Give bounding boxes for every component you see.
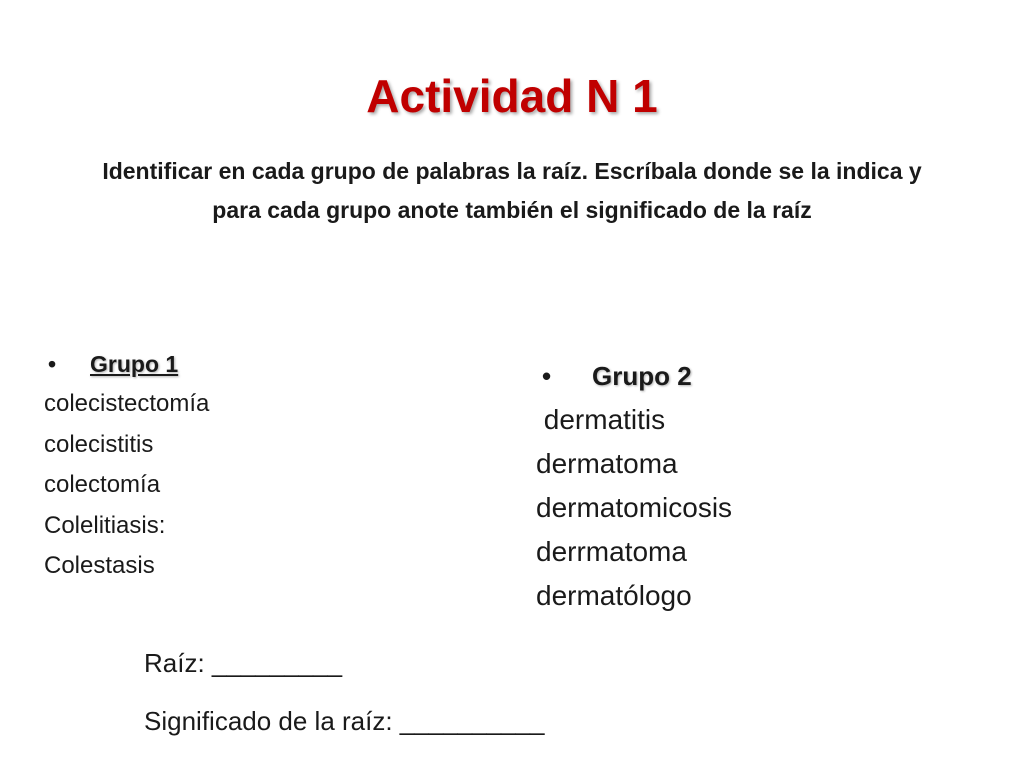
group-1-word: colecistectomía <box>44 390 210 417</box>
group-2 <box>536 354 732 618</box>
group-1-word: colecistitis <box>44 430 154 458</box>
group-2-word: derrmatoma <box>536 536 687 567</box>
group-1-word: colectomía <box>44 471 161 498</box>
group-2-word: dermatólogo <box>536 580 692 611</box>
group-1-word: Colelitiasis: <box>44 511 166 539</box>
instructions-text: Identificar en cada grupo de palabras la raíz. Escríbala donde se la indica y para cada grupo anote también el significado de la raíz <box>102 158 922 223</box>
group-1-label: Grupo 1 <box>90 351 179 377</box>
group-1-word: Colestasis <box>44 552 155 579</box>
group-1 <box>44 344 209 587</box>
bullet-icon: • <box>48 351 57 377</box>
group-2-word: dermatomicosis <box>536 492 733 523</box>
group-1-header <box>44 344 209 384</box>
group-2-word: dermatitis <box>536 404 666 435</box>
group-2-header <box>536 354 732 398</box>
root-answer-line: Raíz: _________ <box>144 648 343 678</box>
group-2-word: dermatoma <box>536 448 678 479</box>
page-title: Actividad N 1 <box>366 70 658 122</box>
group-2-label: Grupo 2 <box>592 361 692 391</box>
meaning-answer-line: Significado de la raíz: __________ <box>144 706 545 736</box>
bullet-icon: • <box>542 361 552 391</box>
